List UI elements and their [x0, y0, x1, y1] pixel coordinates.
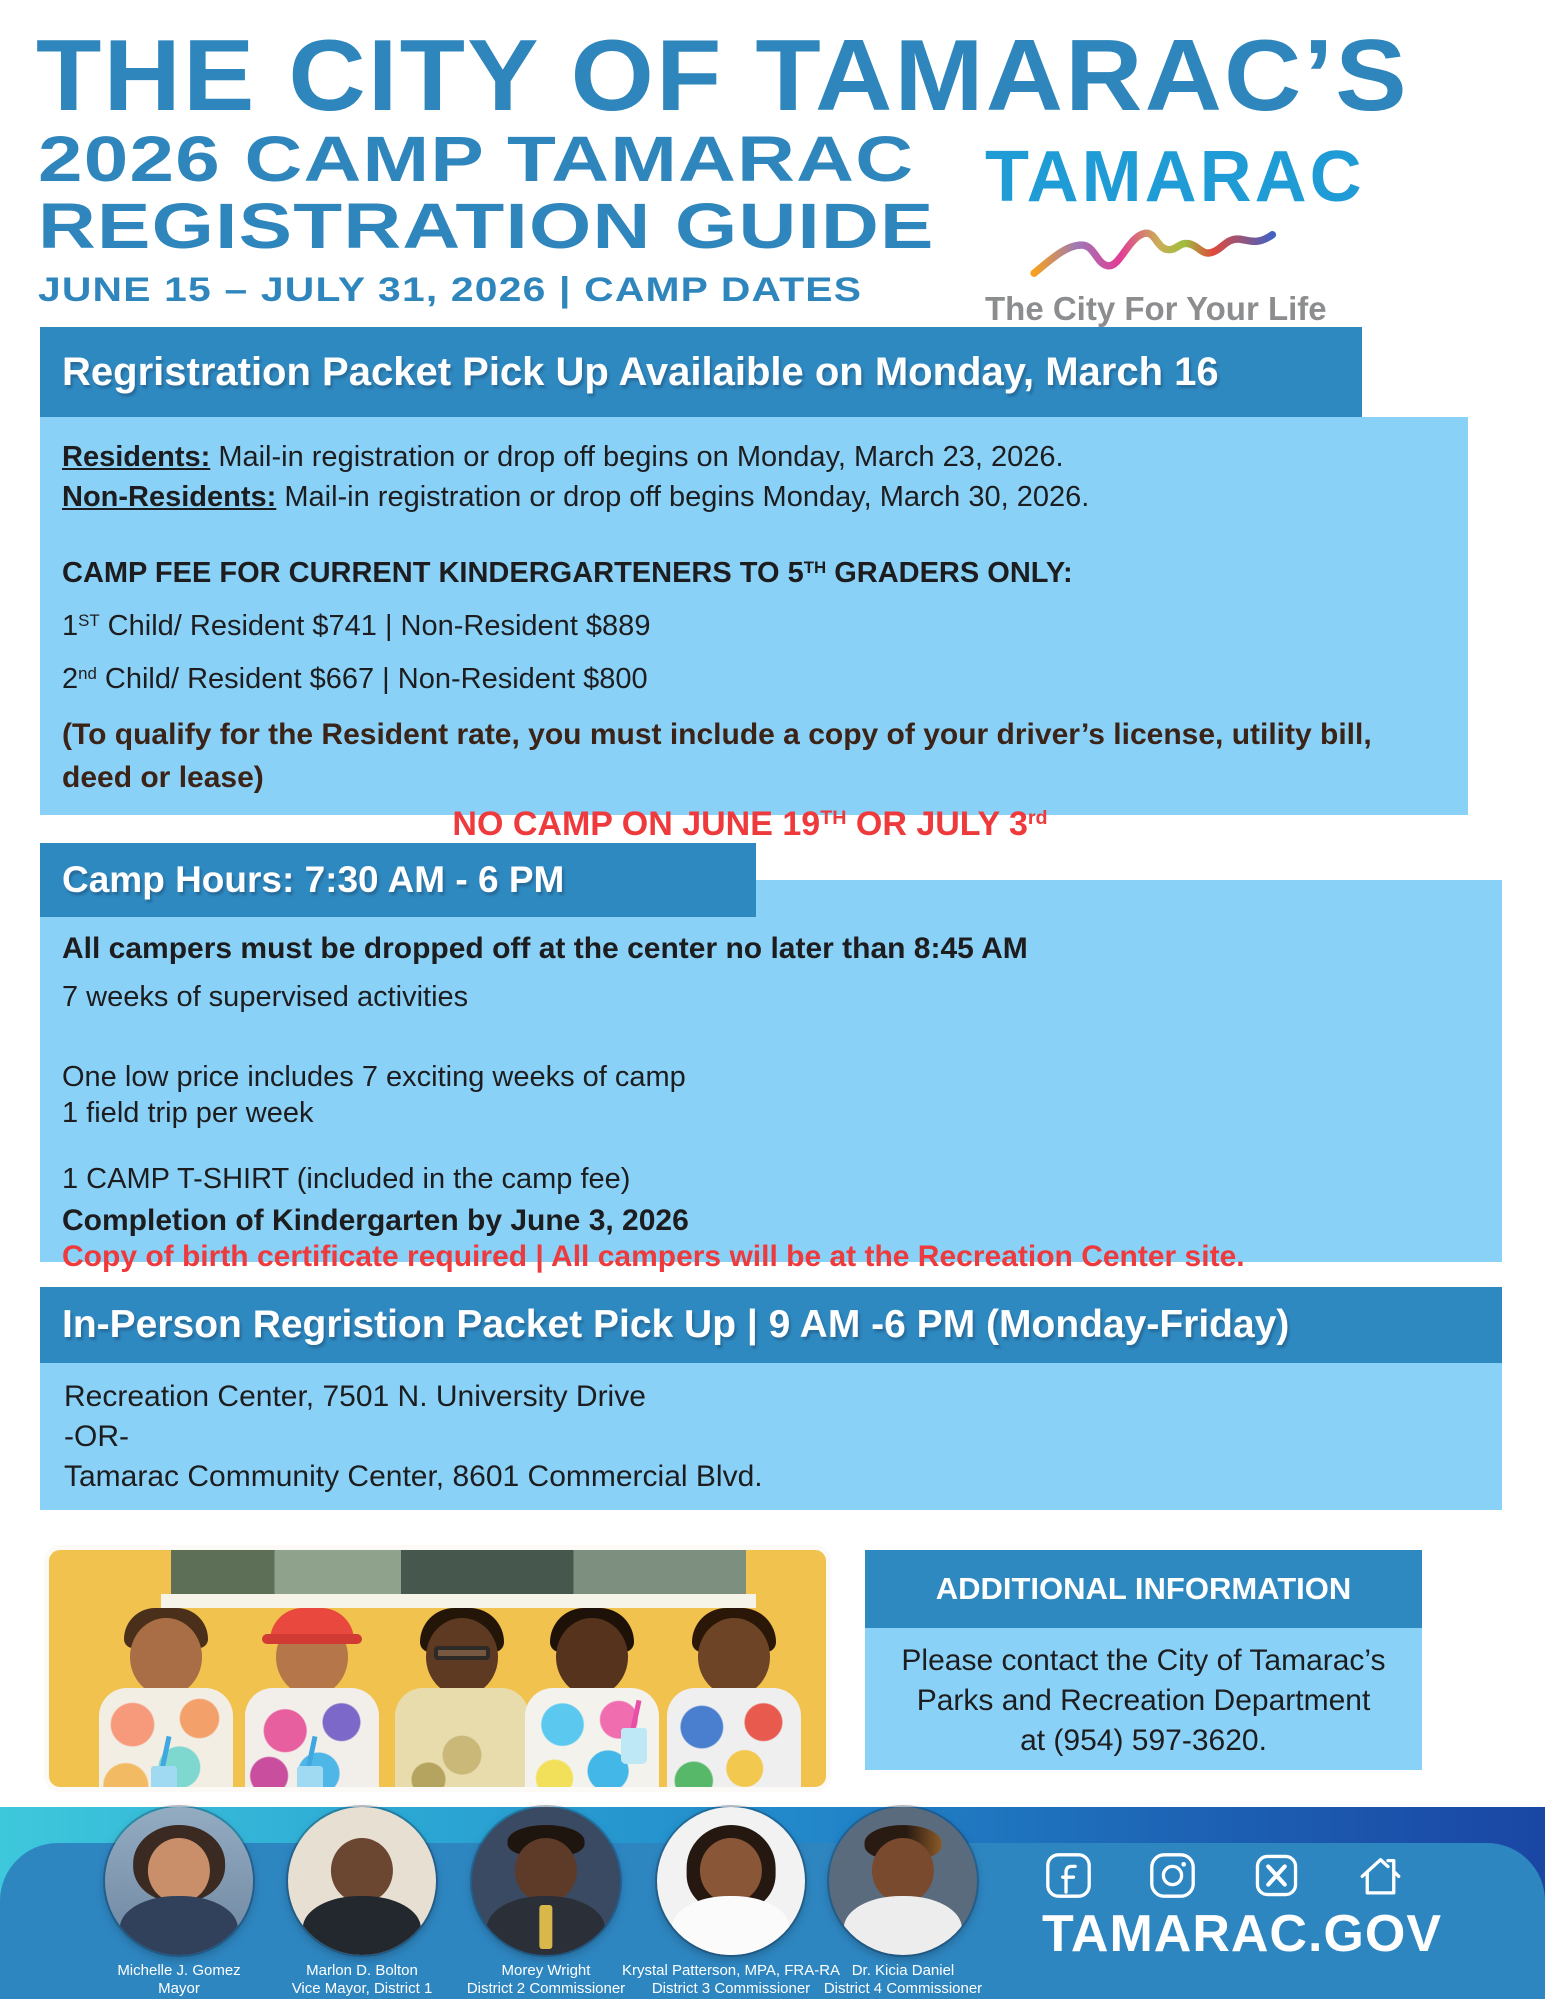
camp-hours-banner	[40, 843, 756, 917]
additional-info-panel	[865, 1628, 1422, 1770]
nonresidents-line: Non-Residents: Mail-in registration or drop off begins Monday, March 30, 2026.	[62, 481, 1090, 513]
residents-line: Residents: Mail-in registration or drop off begins on Monday, March 23, 2026.	[62, 441, 1064, 473]
inperson-panel	[40, 1363, 1502, 1510]
pickup-banner-text: Regristration Packet Pick Up Availaible on Monday, March 16	[62, 349, 1219, 394]
weeks-line: 7 weeks of supervised activities	[62, 981, 469, 1013]
cup	[621, 1728, 647, 1764]
logo-tagline: The City For Your Life	[985, 290, 1327, 327]
camp-hours-banner-text: Camp Hours: 7:30 AM - 6 PM	[62, 859, 565, 900]
or-line: -OR-	[64, 1420, 129, 1453]
kid-head	[130, 1618, 202, 1696]
community-center-line: Tamarac Community Center, 8601 Commercial Blvd.	[64, 1460, 763, 1493]
nonresidents-label: Non-Residents:	[62, 481, 277, 513]
birth-certificate-line: Copy of birth certificate required | All campers will be at the Recreation Center site.	[62, 1240, 1245, 1273]
website-text[interactable]: TAMARAC.GOV	[1042, 1905, 1443, 1963]
social-links	[1042, 1849, 1443, 1963]
camp-kids-photo	[44, 1545, 831, 1792]
window-glass	[171, 1550, 746, 1594]
fee-line-second-child: 2nd Child/ Resident $667 | Non-Resident $800	[62, 663, 648, 695]
official-card	[823, 1807, 983, 1998]
official-photo	[829, 1807, 977, 1955]
logo-wave-icon	[989, 214, 1319, 288]
official-photo	[105, 1807, 253, 1955]
kid-head-glasses	[426, 1618, 498, 1696]
recreation-center-line: Recreation Center, 7501 N. University Drive	[64, 1380, 646, 1413]
field-trip-line: 1 field trip per week	[62, 1097, 314, 1129]
kid-tan-shirt	[395, 1688, 529, 1792]
official-title: District 4 Commissioner	[823, 1980, 983, 1997]
x-icon[interactable]	[1250, 1849, 1303, 1902]
camp-fee-heading: CAMP FEE FOR CURRENT KINDERGARTENERS TO 5TH GRADERS ONLY:	[62, 557, 1073, 589]
no-camp-notice: NO CAMP ON JUNE 19TH OR JULY 3rd	[452, 805, 1048, 843]
inperson-banner-text: In-Person Regristion Packet Pick Up | 9 AM -6 PM (Monday-Friday)	[62, 1303, 1290, 1346]
resident-rate-note: (To qualify for the Resident rate, you must include a copy of your driver’s license, utility bill, deed or lease)	[62, 718, 1372, 794]
kindergarten-line: Completion of Kindergarten by June 3, 2026	[62, 1204, 689, 1237]
subtitle-line-1: 2026 CAMP TAMARAC	[38, 123, 915, 195]
pickup-panel	[40, 417, 1468, 843]
official-title: District 2 Commissioner	[466, 1980, 626, 1997]
cup	[297, 1766, 323, 1792]
official-title: Vice Mayor, District 1	[291, 1980, 433, 1997]
tamarac-city-logo	[985, 137, 1365, 328]
kid-figure	[659, 1608, 809, 1792]
footer	[0, 1807, 1545, 1999]
contact-line-3: at (954) 597-3620.	[1020, 1724, 1267, 1757]
official-photo	[288, 1807, 436, 1955]
subtitle-line-2: REGISTRATION GUIDE	[38, 190, 935, 262]
window-sill	[161, 1594, 756, 1608]
contact-line-1: Please contact the City of Tamarac’s	[901, 1644, 1386, 1677]
cup	[151, 1766, 177, 1792]
kid-head	[698, 1618, 770, 1696]
instagram-icon[interactable]	[1146, 1849, 1199, 1902]
official-name: Michelle J. Gomez	[117, 1962, 241, 1979]
additional-info-header: ADDITIONAL INFORMATION	[865, 1550, 1422, 1628]
page-title: THE CITY OF TAMARAC’S	[36, 20, 1409, 132]
contact-line-2: Parks and Recreation Department	[916, 1684, 1371, 1717]
official-title: Mayor	[158, 1980, 200, 1997]
official-name: Marlon D. Bolton	[306, 1962, 418, 1979]
pickup-banner	[40, 327, 1362, 417]
kid-head	[556, 1618, 628, 1696]
kid-red-cap	[270, 1608, 354, 1644]
kid-figure	[387, 1608, 537, 1792]
kid-figure	[237, 1608, 387, 1792]
official-photo	[657, 1807, 805, 1955]
camp-dates-line: JUNE 15 – JULY 31, 2026 | CAMP DATES	[38, 271, 863, 309]
kid-figure	[517, 1608, 667, 1792]
kid-tie-dye-shirt	[667, 1688, 801, 1792]
price-line: One low price includes 7 exciting weeks of camp	[62, 1061, 686, 1093]
inperson-banner	[40, 1287, 1502, 1363]
residents-label: Residents:	[62, 441, 211, 473]
logo-wordmark: TAMARAC	[985, 137, 1365, 217]
dropoff-line: All campers must be dropped off at the center no later than 8:45 AM	[62, 932, 1028, 965]
fee-line-first-child: 1ST Child/ Resident $741 | Non-Resident $889	[62, 610, 651, 642]
official-title: District 3 Commissioner	[651, 1980, 811, 1997]
official-name: Dr. Kicia Daniel	[851, 1962, 955, 1979]
official-name: Morey Wright	[501, 1962, 591, 1979]
official-photo	[472, 1807, 620, 1955]
home-icon[interactable]	[1354, 1849, 1407, 1902]
tshirt-line: 1 CAMP T-SHIRT (included in the camp fee)	[62, 1163, 631, 1195]
facebook-icon[interactable]	[1042, 1849, 1095, 1902]
camp-hours-panel	[40, 880, 1502, 1273]
kid-figure	[91, 1608, 241, 1792]
official-name: Krystal Patterson, MPA, FRA-RA	[621, 1962, 841, 1979]
